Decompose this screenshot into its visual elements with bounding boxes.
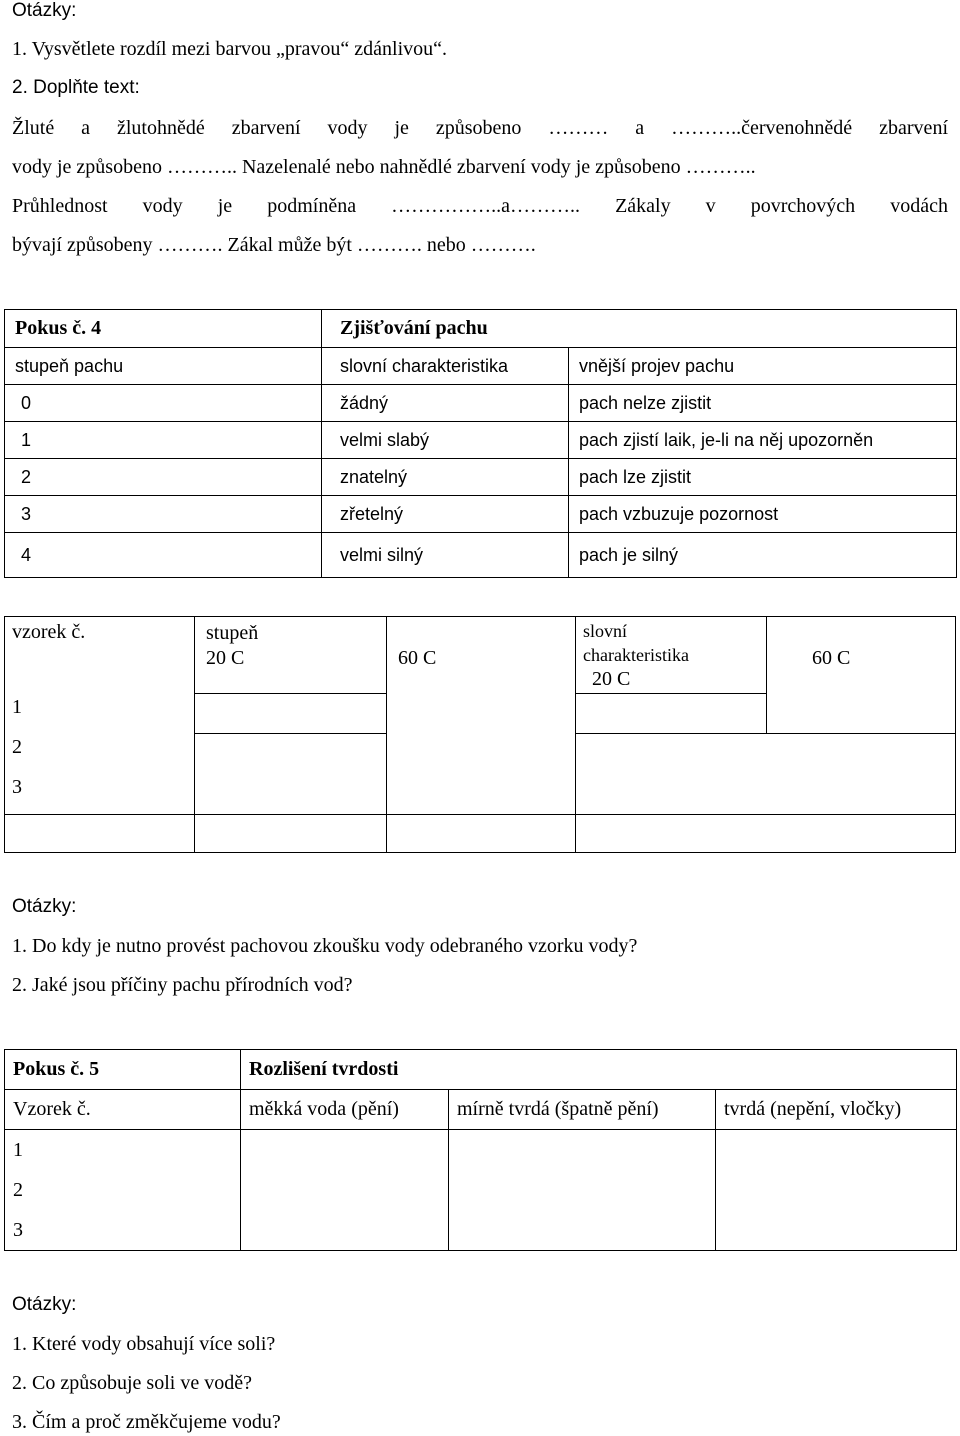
table-row-characteristic: znatelný: [322, 459, 569, 496]
temperature-20-degree: 20 C: [206, 647, 245, 669]
experiment-4-label: Pokus č. 4: [5, 310, 322, 348]
table-row-characteristic: zřetelný: [322, 496, 569, 533]
table-row-characteristic: velmi slabý: [322, 422, 569, 459]
table-row-degree: 0: [5, 385, 322, 422]
question-odor-2: 2. Jaké jsou příčiny pachu přírodních vod?: [12, 974, 353, 996]
table-row-manifestation: pach nelze zjistit: [569, 385, 957, 422]
table-row-degree: 1: [5, 422, 322, 459]
table-row: 2: [13, 1179, 23, 1201]
question-1: 1. Vysvětlete rozdíl mezi barvou „pravou“ zdánlivou“.: [12, 38, 448, 60]
table-row: 1: [13, 1139, 23, 1161]
table-row-manifestation: pach zjistí laik, je-li na něj upozorněn: [569, 422, 957, 459]
question-hardness-1: 1. Které vody obsahují více soli?: [12, 1333, 276, 1355]
fill-line-4: bývají způsobeny ………. Zákal může být ………. nebo ……….: [12, 234, 536, 256]
fill-line-2: vody je způsobeno ……….. Nazelenalé nebo nahnědlé zbarvení vody je způsobeno ………..: [12, 156, 756, 178]
experiment-5-label: Pokus č. 5: [5, 1050, 241, 1090]
questions-heading-2: Otázky:: [12, 896, 77, 917]
sample-number-header: vzorek č.: [12, 621, 86, 643]
experiment-4-title: Zjišťování pachu: [322, 310, 569, 348]
header-moderately-hard: mírně tvrdá (špatně pění): [449, 1090, 716, 1130]
table-row-degree: 4: [5, 533, 322, 578]
question-hardness-3: 3. Čím a proč změkčujeme vodu?: [12, 1411, 281, 1433]
verbal-header-line2: charakteristika: [583, 645, 689, 665]
sample-row-number: 3: [12, 776, 22, 798]
hardness-table: [4, 1049, 957, 1251]
question-2: 2. Doplňte text:: [12, 77, 140, 98]
header-hard-water: tvrdá (nepění, vločky): [716, 1090, 957, 1130]
header-verbal-characteristic: slovní charakteristika: [322, 348, 569, 385]
table-row-characteristic: žádný: [322, 385, 569, 422]
sample-row-number: 2: [12, 736, 22, 758]
fill-line-3: Průhlednost vody je podmíněna ……………..a……….. Zákaly v povrchových vodách: [12, 195, 948, 217]
question-odor-1: 1. Do kdy je nutno provést pachovou zkoušku vody odebraného vzorku vody?: [12, 935, 638, 957]
header-external-manifestation: vnější projev pachu: [569, 348, 957, 385]
table-row-characteristic: velmi silný: [322, 533, 569, 578]
hardness-sample-rows: [5, 1130, 241, 1251]
odor-table: [4, 309, 957, 578]
fill-line-1: Žluté a žlutohnědé zbarvení vody je způsobeno ……… a ………..červenohnědé zbarvení: [12, 117, 948, 139]
temperature-60-verbal: 60 C: [812, 647, 851, 669]
temperature-20-verbal: 20 C: [592, 668, 631, 690]
table-row-degree: 2: [5, 459, 322, 496]
sample-row-number: 1: [12, 696, 22, 718]
degree-header: stupeň: [206, 622, 259, 644]
table-row-degree: 3: [5, 496, 322, 533]
question-hardness-2: 2. Co způsobuje soli ve vodě?: [12, 1372, 252, 1394]
temperature-60-degree: 60 C: [398, 647, 437, 669]
table-row-manifestation: pach vzbuzuje pozornost: [569, 496, 957, 533]
header-odor-degree: stupeň pachu: [5, 348, 322, 385]
experiment-5-title: Rozlišení tvrdosti: [241, 1050, 449, 1090]
header-sample-number: Vzorek č.: [5, 1090, 241, 1130]
table-row-manifestation: pach je silný: [569, 533, 957, 578]
questions-heading-1: Otázky:: [12, 0, 77, 21]
table-row: 3: [13, 1219, 23, 1241]
table-row-manifestation: pach lze zjistit: [569, 459, 957, 496]
header-soft-water: měkká voda (pění): [241, 1090, 449, 1130]
verbal-header-line1: slovní: [583, 621, 628, 641]
questions-heading-3: Otázky:: [12, 1294, 77, 1315]
